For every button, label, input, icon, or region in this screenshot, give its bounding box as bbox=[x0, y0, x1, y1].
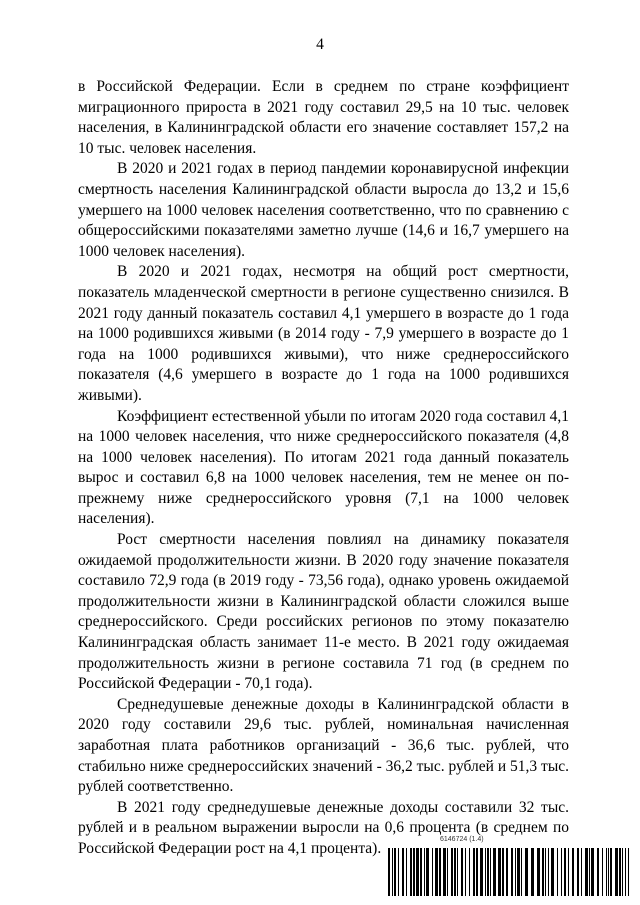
document-body bbox=[78, 77, 569, 860]
barcode-caption: 6146724 (1.4) bbox=[440, 836, 484, 843]
page-number: 4 bbox=[316, 36, 324, 53]
document-barcode bbox=[388, 836, 632, 898]
barcode-icon bbox=[388, 848, 632, 896]
paragraph: В 2020 и 2021 годах, несмотря на общий рост смертности, показатель младенческой смертности в регионе существенно снизился. В 2021 году данный показатель составил 4,1 умершего в возрасте до 1 года на 1000 родившихся живыми (в 2014 году - 7,9 умершего в возрасте до 1 года на 1000 родившихся живыми), что ниже среднероссийского показателя (4,6 умершего в возрасте до 1 года на 1000 родившихся живыми). bbox=[78, 263, 569, 404]
paragraph: Среднедушевые денежные доходы в Калининградской области в 2020 году составили 29,6 тыс. рублей, номинальная начисленная заработная плата работников организаций - 36,6 тыс. рублей, что стабильно ниже среднероссийских значений - 36,2 тыс. рублей и 51,3 тыс. рублей соответственно. bbox=[78, 695, 569, 796]
paragraph: Коэффициент естественной убыли по итогам 2020 года составил 4,1 на 1000 человек населения, что ниже среднероссийского показателя (4,8 на 1000 человек населения). По итогам 2021 года данный показатель вырос и составил 6,8 на 1000 человек населения, тем не менее он по-прежнему ниже среднероссийского уровня (7,1 на 1000 человек населения). bbox=[78, 407, 569, 528]
paragraph: в Российской Федерации. Если в среднем по стране коэффициент миграционного прироста в 2021 году составил 29,5 на 10 тыс. человек населения, в Калининградской области его значение составляет 157,2 на 10 тыс. человек населения. bbox=[78, 78, 569, 157]
paragraph: В 2020 и 2021 годах в период пандемии коронавирусной инфекции смертность населения Калининградской области выросла до 13,2 и 15,6 умершего на 1000 человек населения соответственно, что по сравнению с общероссийскими показателями заметно лучше (14,6 и 16,7 умершего на 1000 человек населения). bbox=[78, 160, 569, 260]
paragraph: Рост смертности населения повлиял на динамику показателя ожидаемой продолжительности жизни. В 2020 году значение показателя составило 72,9 года (в 2019 году - 73,56 года), однако уровень ожидаемой продолжительности жизни в Калининградской области сложился выше среднероссийского. Среди российских регионов по этому показателю Калининградская область занимает 11-е место. В 2021 году ожидаемая продолжительность жизни в регионе составила 71 год (в среднем по Российской Федерации - 70,1 года). bbox=[78, 531, 569, 693]
paragraph: В 2021 году среднедушевые денежные доходы составили 32 тыс. рублей и в реальном выражении выросли на 0,6 процента (в среднем по Российской Федерации рост на 4,1 процента). bbox=[78, 798, 569, 857]
